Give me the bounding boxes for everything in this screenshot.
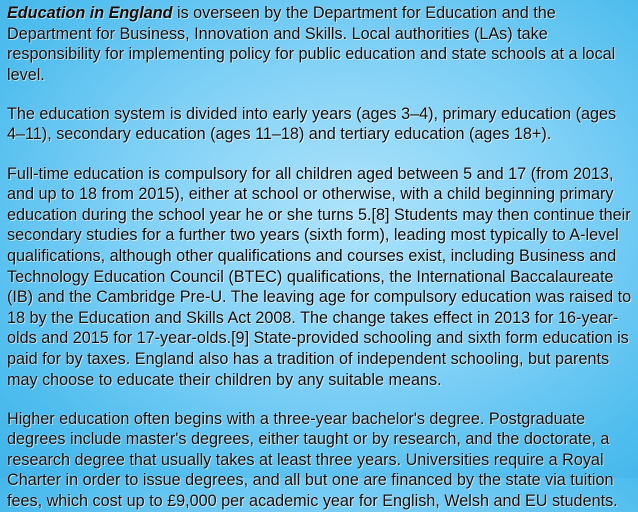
paragraph-lead-title: Education in England xyxy=(7,4,173,22)
paragraph-higher-education: Higher education often begins with a three-year bachelor's degree. Postgraduate degrees include master's degrees, either taught or by research, and the doctorate, a research degree that usually takes at least three years. Universities require a Royal Charter in order to issue degrees, and all but one are financed by the state via tuition fees, which cost up to £9,000 per academic year for English, Welsh and EU students. xyxy=(7,409,618,510)
slide-content xyxy=(7,3,633,510)
paragraph-overview-text: is overseen by the Department for Education and the Department for Business, Innovation and Skills. Local authorities (LAs) take responsibility for implementing policy for public education and state schools at a local level. xyxy=(7,4,616,84)
paragraph-overview xyxy=(7,3,633,85)
paragraph-compulsory: Full-time education is compulsory for all children aged between 5 and 17 (from 2013, and up to 18 from 2015), either at school or otherwise, with a child beginning primary education during the school year he or she turns 5.[8] Students may then continue their secondary studies for a further two years (sixth form), leading most typically to A-level qualifications, although other qualifications and courses exist, including Business and Technology Education Council (BTEC) qualifications, the International Baccalaureate (IB) and the Cambridge Pre-U. The leaving age for compulsory education was raised to 18 by the Education and Skills Act 2008. The change takes effect in 2013 for 16-year-olds and 2015 for 17-year-olds.[9] State-provided schooling and sixth form education is paid for by taxes. England also has a tradition of independent schooling, but parents may choose to educate their children by any suitable means. xyxy=(7,164,632,389)
paragraph-stages: The education system is divided into early years (ages 3–4), primary education (ages 4–11), secondary education (ages 11–18) and tertiary education (ages 18+). xyxy=(7,104,617,144)
